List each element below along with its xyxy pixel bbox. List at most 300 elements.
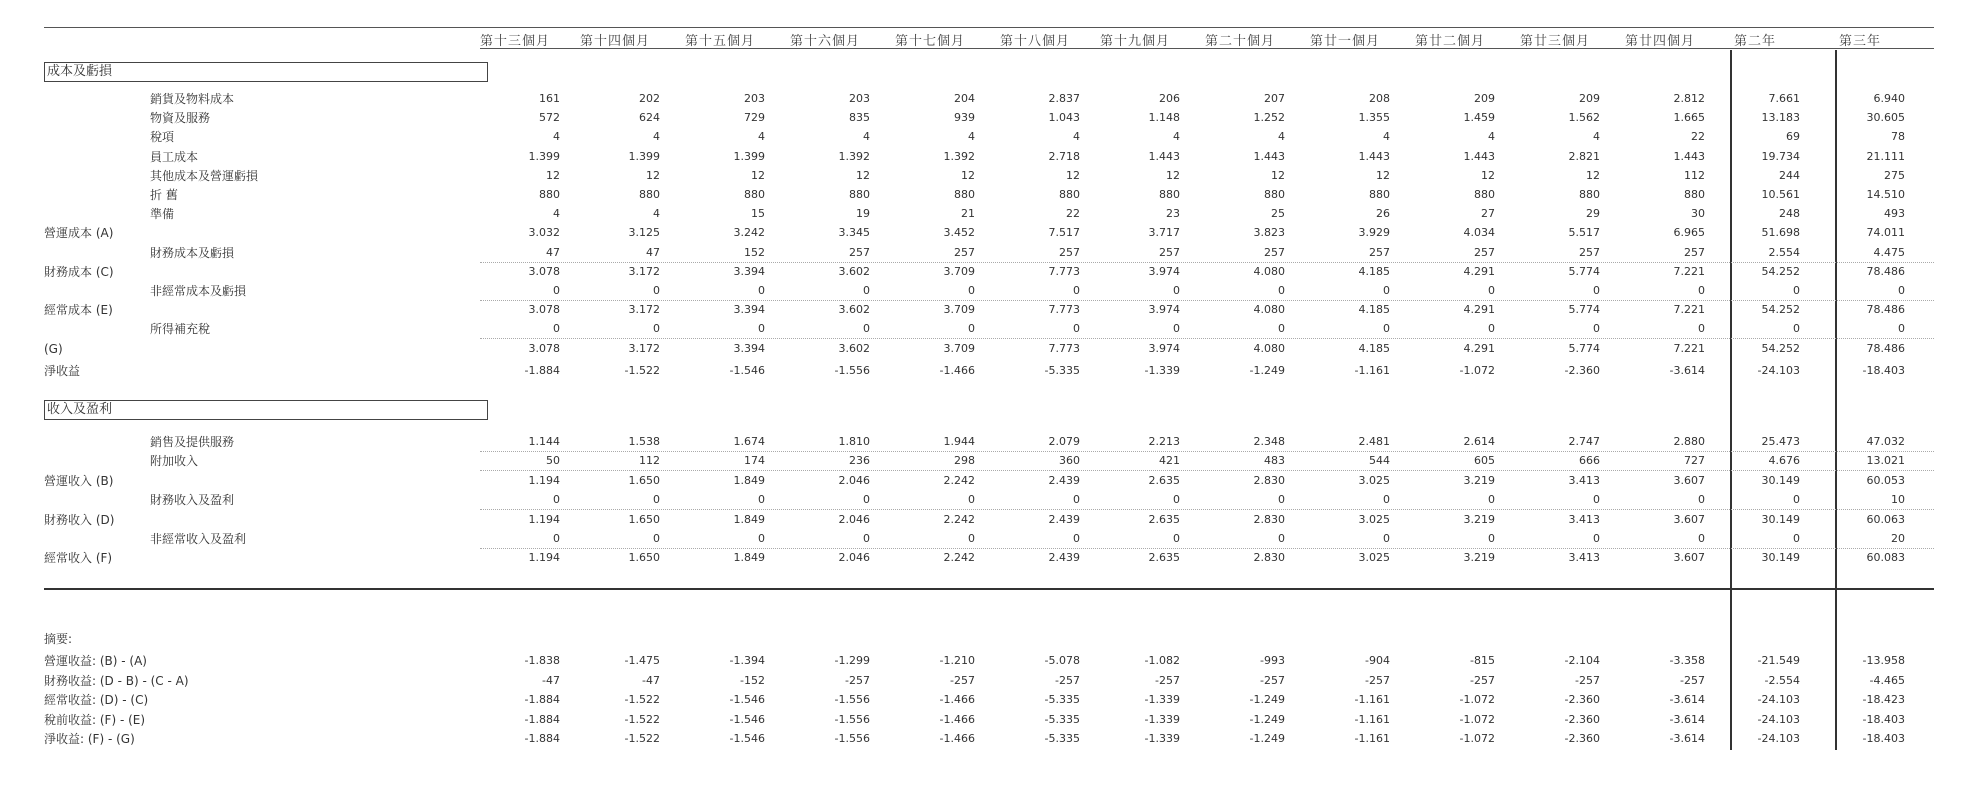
cell-value: -18.403 bbox=[1862, 712, 1905, 726]
cell-value: 78.486 bbox=[1866, 341, 1905, 355]
column-header: 第十四個月 bbox=[579, 34, 650, 49]
cell-value: 4 bbox=[1073, 130, 1080, 144]
cell-value: 3.172 bbox=[628, 264, 660, 278]
row-label: 銷貨及物料成本 bbox=[150, 92, 235, 106]
cell-value: 22 bbox=[1691, 130, 1705, 144]
table-row bbox=[0, 186, 1965, 204]
cell-value: 47 bbox=[646, 245, 660, 259]
cell-value: 12 bbox=[1376, 168, 1390, 182]
revenue-section-title: 收入及盈利 bbox=[44, 400, 488, 420]
cell-value: 6.940 bbox=[1873, 92, 1905, 105]
cell-value: -257 bbox=[1365, 673, 1390, 687]
cell-value: -24.103 bbox=[1757, 732, 1800, 745]
cell-value: 6.965 bbox=[1673, 226, 1705, 240]
cell-value: 3.413 bbox=[1568, 512, 1600, 526]
cell-value: 209 bbox=[1474, 92, 1495, 105]
cell-value: -1.884 bbox=[524, 732, 560, 745]
cell-value: -3.614 bbox=[1669, 364, 1705, 377]
cell-value: 203 bbox=[849, 92, 870, 105]
cell-value: 1.194 bbox=[528, 551, 560, 565]
cell-value: 880 bbox=[639, 188, 660, 201]
table-row bbox=[0, 433, 1965, 451]
cell-value: -18.403 bbox=[1862, 364, 1905, 377]
cell-value: 257 bbox=[1059, 245, 1080, 259]
cell-value: 0 bbox=[1698, 322, 1705, 336]
cell-value: 483 bbox=[1264, 454, 1285, 468]
cell-value: -2.360 bbox=[1564, 693, 1600, 706]
cell-value: -1.072 bbox=[1459, 693, 1495, 706]
cell-value: 12 bbox=[1481, 168, 1495, 182]
cell-value: -5.078 bbox=[1044, 654, 1080, 667]
cell-value: 1.849 bbox=[733, 512, 765, 526]
cell-value: 1.562 bbox=[1568, 111, 1600, 125]
table-row bbox=[0, 90, 1965, 108]
cell-value: -18.403 bbox=[1862, 732, 1905, 745]
cell-value: 69 bbox=[1786, 130, 1800, 144]
cell-value: 1.392 bbox=[838, 149, 870, 163]
cell-value: 4.080 bbox=[1253, 264, 1285, 278]
table-row bbox=[0, 148, 1965, 166]
cell-value: 4.291 bbox=[1463, 303, 1495, 317]
cell-value: -1.161 bbox=[1354, 693, 1390, 706]
cell-value: -904 bbox=[1365, 654, 1390, 667]
cell-value: 112 bbox=[1684, 168, 1705, 182]
cell-value: 257 bbox=[1579, 245, 1600, 259]
cell-value: 729 bbox=[744, 111, 765, 125]
cell-value: -3.358 bbox=[1669, 654, 1705, 667]
cell-value: 0 bbox=[1698, 493, 1705, 507]
cell-value: 3.025 bbox=[1358, 551, 1390, 565]
cell-value: -1.249 bbox=[1249, 693, 1285, 706]
cell-value: -1.522 bbox=[624, 364, 660, 377]
cell-value: -5.335 bbox=[1044, 712, 1080, 726]
cell-value: 2.079 bbox=[1048, 435, 1080, 448]
cell-value: -815 bbox=[1470, 654, 1495, 667]
cell-value: 880 bbox=[539, 188, 560, 201]
cell-value: 19.734 bbox=[1761, 149, 1800, 163]
row-label: 財務成本 (C) bbox=[44, 264, 114, 279]
cell-value: 12 bbox=[546, 168, 560, 182]
cell-value: 880 bbox=[954, 188, 975, 201]
cell-value: 4.185 bbox=[1358, 341, 1390, 355]
cell-value: -257 bbox=[1680, 673, 1705, 687]
cell-value: 3.078 bbox=[528, 264, 560, 278]
net-income-row bbox=[0, 362, 1965, 380]
cell-value: 14.510 bbox=[1866, 188, 1905, 201]
cell-value: 0 bbox=[653, 493, 660, 507]
column-header: 第廿四個月 bbox=[1624, 34, 1695, 49]
cell-value: 4 bbox=[1383, 130, 1390, 144]
cell-value: 4.185 bbox=[1358, 264, 1390, 278]
cell-value: 152 bbox=[744, 245, 765, 259]
cell-value: -257 bbox=[950, 673, 975, 687]
cell-value: 3.452 bbox=[943, 226, 975, 240]
cell-value: 0 bbox=[1278, 493, 1285, 507]
cell-value: 0 bbox=[653, 284, 660, 297]
cell-value: 727 bbox=[1684, 454, 1705, 468]
cell-value: 880 bbox=[1264, 188, 1285, 201]
cell-value: 605 bbox=[1474, 454, 1495, 468]
cell-value: 3.709 bbox=[943, 341, 975, 355]
cell-value: 3.025 bbox=[1358, 473, 1390, 487]
cell-value: 0 bbox=[1073, 493, 1080, 507]
cell-value: 2.348 bbox=[1253, 435, 1285, 448]
cell-value: 27 bbox=[1481, 207, 1495, 221]
column-header: 第廿三個月 bbox=[1519, 34, 1590, 49]
cell-value: 0 bbox=[758, 284, 765, 297]
cell-value: 7.221 bbox=[1673, 341, 1705, 355]
cell-value: 0 bbox=[1488, 532, 1495, 545]
cell-value: 0 bbox=[1383, 322, 1390, 336]
column-header: 第十八個月 bbox=[999, 34, 1070, 49]
row-label: 淨收益 bbox=[44, 364, 81, 378]
cell-value: -13.958 bbox=[1862, 654, 1905, 667]
cell-value: 0 bbox=[863, 322, 870, 336]
cell-value: 3.709 bbox=[943, 303, 975, 317]
cell-value: 1.443 bbox=[1148, 149, 1180, 163]
row-label: (G) bbox=[44, 341, 63, 356]
cell-value: 3.974 bbox=[1148, 303, 1180, 317]
cell-value: 4 bbox=[553, 207, 560, 221]
cell-value: 0 bbox=[553, 322, 560, 336]
cell-value: 10.561 bbox=[1761, 188, 1800, 201]
summary-row bbox=[0, 691, 1965, 709]
cell-value: -1.249 bbox=[1249, 732, 1285, 745]
cell-value: -47 bbox=[642, 673, 660, 687]
cell-value: 3.219 bbox=[1463, 551, 1495, 565]
cell-value: 29 bbox=[1586, 207, 1600, 221]
cell-value: 1.944 bbox=[943, 435, 975, 448]
cell-value: -1.466 bbox=[939, 364, 975, 377]
cell-value: -1.394 bbox=[729, 654, 765, 667]
cell-value: 0 bbox=[758, 322, 765, 336]
cell-value: 0 bbox=[863, 284, 870, 297]
column-header: 第廿一個月 bbox=[1309, 34, 1380, 49]
cell-value: -2.554 bbox=[1764, 673, 1800, 687]
costs-section-title: 成本及虧損 bbox=[44, 62, 488, 82]
cell-value: 0 bbox=[968, 493, 975, 507]
cell-value: -1.522 bbox=[624, 712, 660, 726]
cell-value: 257 bbox=[1684, 245, 1705, 259]
cell-value: 30.605 bbox=[1866, 111, 1905, 125]
cell-value: 4 bbox=[1173, 130, 1180, 144]
cell-value: 1.043 bbox=[1048, 111, 1080, 125]
table-row bbox=[0, 205, 1965, 223]
cell-value: 1.399 bbox=[733, 149, 765, 163]
cell-value: 1.674 bbox=[733, 435, 765, 448]
cell-value: 544 bbox=[1369, 454, 1390, 468]
cell-value: 7.773 bbox=[1048, 341, 1080, 355]
cell-value: -1.556 bbox=[834, 712, 870, 726]
cell-value: -1.299 bbox=[834, 654, 870, 667]
cell-value: -1.072 bbox=[1459, 712, 1495, 726]
cell-value: 257 bbox=[849, 245, 870, 259]
cell-value: 30.149 bbox=[1761, 551, 1800, 565]
cell-value: 7.221 bbox=[1673, 264, 1705, 278]
cell-value: 421 bbox=[1159, 454, 1180, 468]
cell-value: 624 bbox=[639, 111, 660, 125]
cell-value: 2.614 bbox=[1463, 435, 1495, 448]
cell-value: 3.602 bbox=[838, 264, 870, 278]
row-label: 員工成本 bbox=[150, 149, 199, 164]
cell-value: 939 bbox=[954, 111, 975, 125]
row-label: 財務成本及虧損 bbox=[150, 245, 235, 260]
cell-value: 3.413 bbox=[1568, 473, 1600, 487]
cell-value: 2.880 bbox=[1673, 435, 1705, 448]
row-label: 經常成本 (E) bbox=[44, 303, 113, 318]
cell-value: 3.602 bbox=[838, 303, 870, 317]
table-row bbox=[0, 224, 1965, 242]
cell-value: -1.884 bbox=[524, 364, 560, 377]
cell-value: 4 bbox=[653, 207, 660, 221]
row-label: 物資及服務 bbox=[150, 111, 211, 126]
cell-value: 3.709 bbox=[943, 264, 975, 278]
table-row bbox=[0, 511, 1965, 529]
cell-value: 78.486 bbox=[1866, 303, 1905, 317]
column-header: 第廿二個月 bbox=[1414, 34, 1485, 49]
cell-value: 2.830 bbox=[1253, 551, 1285, 565]
cell-value: 0 bbox=[758, 532, 765, 545]
cell-value: 3.394 bbox=[733, 341, 765, 355]
cell-value: 209 bbox=[1579, 92, 1600, 105]
cell-value: 1.399 bbox=[628, 149, 660, 163]
cell-value: 204 bbox=[954, 92, 975, 105]
cell-value: 0 bbox=[1593, 532, 1600, 545]
cell-value: 2.242 bbox=[943, 473, 975, 487]
cell-value: 1.252 bbox=[1253, 111, 1285, 125]
cell-value: 0 bbox=[1793, 284, 1800, 297]
cell-value: 60.053 bbox=[1866, 473, 1905, 487]
cell-value: 1.443 bbox=[1358, 149, 1390, 163]
cell-value: -1.249 bbox=[1249, 364, 1285, 377]
cell-value: -1.546 bbox=[729, 732, 765, 745]
cell-value: 0 bbox=[653, 322, 660, 336]
cell-value: 25.473 bbox=[1761, 435, 1800, 448]
cell-value: 2.213 bbox=[1148, 435, 1180, 448]
row-label: 稅項 bbox=[150, 130, 175, 145]
cell-value: 0 bbox=[1593, 284, 1600, 297]
cell-value: 2.718 bbox=[1048, 149, 1080, 163]
cell-value: 0 bbox=[1173, 322, 1180, 336]
cell-value: -1.339 bbox=[1144, 732, 1180, 745]
cell-value: 1.459 bbox=[1463, 111, 1495, 125]
cell-value: 835 bbox=[849, 111, 870, 125]
cell-value: 0 bbox=[1698, 532, 1705, 545]
summary-row bbox=[0, 652, 1965, 670]
cell-value: 3.602 bbox=[838, 341, 870, 355]
cell-value: 2.635 bbox=[1148, 551, 1180, 565]
table-row bbox=[0, 263, 1965, 281]
cell-value: -4.465 bbox=[1869, 673, 1905, 687]
cell-value: 1.650 bbox=[628, 551, 660, 565]
cell-value: 3.219 bbox=[1463, 512, 1495, 526]
cell-value: 1.443 bbox=[1463, 149, 1495, 163]
table-row bbox=[0, 128, 1965, 146]
cell-value: -1.339 bbox=[1144, 364, 1180, 377]
cell-value: 0 bbox=[1793, 532, 1800, 545]
cell-value: 12 bbox=[1271, 168, 1285, 182]
cell-value: 4.185 bbox=[1358, 303, 1390, 317]
cell-value: -1.546 bbox=[729, 693, 765, 706]
column-header: 第十七個月 bbox=[894, 34, 965, 49]
cell-value: 1.650 bbox=[628, 473, 660, 487]
cell-value: 1.665 bbox=[1673, 111, 1705, 125]
cell-value: 257 bbox=[954, 245, 975, 259]
cell-value: 30.149 bbox=[1761, 512, 1800, 526]
column-header: 第十六個月 bbox=[789, 34, 860, 49]
cell-value: 493 bbox=[1884, 207, 1905, 221]
cell-value: 13.183 bbox=[1761, 111, 1800, 125]
cell-value: 248 bbox=[1779, 207, 1800, 221]
cell-value: 1.849 bbox=[733, 473, 765, 487]
row-label: 非經常收入及盈利 bbox=[150, 532, 247, 546]
cell-value: 21.111 bbox=[1866, 149, 1905, 163]
cell-value: 2.830 bbox=[1253, 473, 1285, 487]
cell-value: -1.556 bbox=[834, 732, 870, 745]
cell-value: -1.884 bbox=[524, 693, 560, 706]
cell-value: 257 bbox=[1159, 245, 1180, 259]
cell-value: 0 bbox=[1278, 322, 1285, 336]
table-row bbox=[0, 530, 1965, 548]
cell-value: 13.021 bbox=[1866, 454, 1905, 468]
cell-value: -21.549 bbox=[1757, 654, 1800, 667]
cell-value: 5.774 bbox=[1568, 303, 1600, 317]
column-header: 第十三個月 bbox=[479, 34, 550, 49]
cell-value: -1.466 bbox=[939, 712, 975, 726]
cell-value: 2.046 bbox=[838, 473, 870, 487]
summary-row bbox=[0, 672, 1965, 690]
cell-value: 0 bbox=[1383, 284, 1390, 297]
cell-value: 2.635 bbox=[1148, 473, 1180, 487]
cell-value: 5.517 bbox=[1568, 226, 1600, 240]
cell-value: 4 bbox=[863, 130, 870, 144]
cell-value: 4 bbox=[758, 130, 765, 144]
cell-value: 4 bbox=[553, 130, 560, 144]
cell-value: 30 bbox=[1691, 207, 1705, 221]
cell-value: -18.423 bbox=[1862, 693, 1905, 706]
cell-value: -1.522 bbox=[624, 693, 660, 706]
cell-value: 572 bbox=[539, 111, 560, 125]
summary-row bbox=[0, 730, 1965, 748]
cell-value: -1.082 bbox=[1144, 654, 1180, 667]
cell-value: 3.974 bbox=[1148, 264, 1180, 278]
cell-value: 161 bbox=[539, 92, 560, 105]
cell-value: 0 bbox=[553, 532, 560, 545]
cell-value: 3.078 bbox=[528, 341, 560, 355]
cell-value: 257 bbox=[1264, 245, 1285, 259]
cell-value: 4.291 bbox=[1463, 264, 1495, 278]
cell-value: 206 bbox=[1159, 92, 1180, 105]
cell-value: 3.219 bbox=[1463, 473, 1495, 487]
cell-value: 54.252 bbox=[1761, 341, 1800, 355]
cell-value: -1.466 bbox=[939, 693, 975, 706]
cell-value: -993 bbox=[1260, 654, 1285, 667]
cell-value: 1.144 bbox=[528, 435, 560, 448]
cell-value: 244 bbox=[1779, 168, 1800, 182]
cell-value: -5.335 bbox=[1044, 693, 1080, 706]
cell-value: 880 bbox=[744, 188, 765, 201]
cell-value: -1.884 bbox=[524, 712, 560, 726]
cell-value: 12 bbox=[1166, 168, 1180, 182]
cell-value: 50 bbox=[546, 454, 560, 468]
header-top-rule bbox=[44, 27, 1934, 28]
cell-value: 2.481 bbox=[1358, 435, 1390, 448]
summary-divider bbox=[44, 588, 1934, 590]
cell-value: 0 bbox=[1593, 322, 1600, 336]
cell-value: 3.394 bbox=[733, 303, 765, 317]
cell-value: 3.823 bbox=[1253, 226, 1285, 240]
cell-value: 208 bbox=[1369, 92, 1390, 105]
cell-value: 47.032 bbox=[1866, 435, 1905, 448]
table-row bbox=[0, 491, 1965, 509]
table-row bbox=[0, 109, 1965, 127]
summary-row bbox=[0, 711, 1965, 729]
row-label: 附加收入 bbox=[150, 454, 199, 469]
cell-value: 4.080 bbox=[1253, 303, 1285, 317]
cell-value: 880 bbox=[1369, 188, 1390, 201]
cell-value: -2.360 bbox=[1564, 732, 1600, 745]
row-label: 淨收益: (F) - (G) bbox=[44, 732, 135, 746]
cell-value: 4.080 bbox=[1253, 341, 1285, 355]
cell-value: 0 bbox=[863, 493, 870, 507]
row-label: 財務收入 (D) bbox=[44, 512, 115, 527]
cell-value: 5.774 bbox=[1568, 341, 1600, 355]
cell-value: -3.614 bbox=[1669, 693, 1705, 706]
cell-value: 4 bbox=[968, 130, 975, 144]
row-label: 銷售及提供服務 bbox=[150, 435, 235, 449]
cell-value: 880 bbox=[1474, 188, 1495, 201]
cell-value: 4.475 bbox=[1873, 245, 1905, 259]
cell-value: 3.025 bbox=[1358, 512, 1390, 526]
cell-value: 3.172 bbox=[628, 341, 660, 355]
cell-value: 22 bbox=[1066, 207, 1080, 221]
cell-value: 3.974 bbox=[1148, 341, 1180, 355]
cell-value: 0 bbox=[1698, 284, 1705, 297]
cell-value: 1.392 bbox=[943, 149, 975, 163]
cell-value: 12 bbox=[751, 168, 765, 182]
cell-value: 4 bbox=[1488, 130, 1495, 144]
cell-value: -152 bbox=[740, 673, 765, 687]
cell-value: 2.635 bbox=[1148, 512, 1180, 526]
cell-value: 1.810 bbox=[838, 435, 870, 448]
table-row bbox=[0, 340, 1965, 358]
cell-value: 0 bbox=[1593, 493, 1600, 507]
cell-value: -24.103 bbox=[1757, 693, 1800, 706]
row-label: 稅前收益: (F) - (E) bbox=[44, 712, 146, 727]
cell-value: 3.242 bbox=[733, 226, 765, 240]
cell-value: 7.661 bbox=[1768, 92, 1800, 105]
cell-value: 26 bbox=[1376, 207, 1390, 221]
cell-value: 0 bbox=[1278, 532, 1285, 545]
cell-value: 47 bbox=[546, 245, 560, 259]
cell-value: -2.360 bbox=[1564, 364, 1600, 377]
cell-value: 3.078 bbox=[528, 303, 560, 317]
row-label: 經常收入 (F) bbox=[44, 551, 113, 566]
cell-value: 4 bbox=[1278, 130, 1285, 144]
cell-value: 2.046 bbox=[838, 512, 870, 526]
cell-value: 0 bbox=[1073, 532, 1080, 545]
table-row bbox=[0, 301, 1965, 319]
cell-value: 2.439 bbox=[1048, 512, 1080, 526]
cell-value: 3.413 bbox=[1568, 551, 1600, 565]
cell-value: -24.103 bbox=[1757, 712, 1800, 726]
cell-value: 203 bbox=[744, 92, 765, 105]
cell-value: 0 bbox=[1278, 284, 1285, 297]
table-row bbox=[0, 244, 1965, 262]
cell-value: 2.837 bbox=[1048, 92, 1080, 105]
cell-value: -1.556 bbox=[834, 364, 870, 377]
cell-value: 12 bbox=[646, 168, 660, 182]
